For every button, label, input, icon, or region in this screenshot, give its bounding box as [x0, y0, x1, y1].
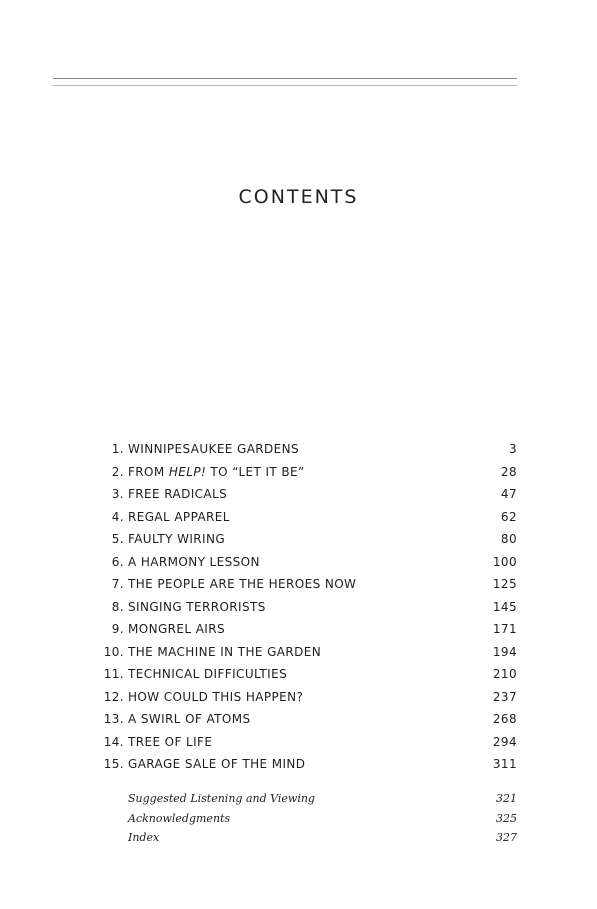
- chapter-number: 8.: [111, 599, 124, 614]
- chapter-page: 3: [508, 442, 517, 456]
- toc-entry[interactable]: [0, 465, 597, 487]
- chapter-page: 145: [492, 599, 517, 614]
- chapter-number: 1.: [111, 442, 124, 456]
- toc-entry[interactable]: [0, 712, 597, 734]
- chapter-title: FAULTY WIRING: [128, 532, 226, 546]
- toc-entry[interactable]: [0, 555, 597, 577]
- chapter-number: 6.: [111, 554, 124, 569]
- chapter-page: 194: [492, 644, 517, 659]
- chapter-number: 13.: [103, 712, 124, 726]
- chapter-title: THE PEOPLE ARE THE HEROES NOW: [128, 577, 357, 591]
- toc-entry[interactable]: [0, 735, 597, 757]
- toc-entry[interactable]: [0, 757, 597, 779]
- toc-entry[interactable]: [0, 600, 597, 622]
- chapter-title: A HARMONY LESSON: [128, 554, 260, 569]
- top-rule: [53, 78, 517, 79]
- chapter-title: FREE RADICALS: [128, 487, 228, 501]
- chapter-number: 5.: [111, 532, 124, 546]
- backmatter-title: Suggested Listening and Viewing: [128, 792, 315, 805]
- toc-entry[interactable]: [0, 622, 597, 644]
- chapter-page: 311: [492, 757, 517, 771]
- toc-entry[interactable]: [0, 667, 597, 689]
- chapter-page: 210: [492, 667, 517, 681]
- backmatter-entry[interactable]: [0, 812, 597, 830]
- chapter-title: A SWIRL OF ATOMS: [128, 712, 251, 726]
- chapter-title: SINGING TERRORISTS: [128, 599, 266, 614]
- chapter-number: 4.: [111, 509, 124, 524]
- chapter-number: 12.: [103, 689, 124, 704]
- backmatter-page: 321: [496, 792, 517, 805]
- toc-entry[interactable]: [0, 690, 597, 712]
- toc-entry[interactable]: [0, 645, 597, 667]
- backmatter-page: 325: [496, 811, 517, 825]
- chapter-page: 268: [492, 712, 517, 726]
- chapter-page: 237: [492, 689, 517, 704]
- chapter-title-part: FROM: [128, 464, 169, 479]
- chapter-number: 9.: [111, 622, 124, 636]
- toc-entry[interactable]: [0, 577, 597, 599]
- chapter-page: 171: [492, 622, 517, 636]
- chapter-title: HOW COULD THIS HAPPEN?: [128, 689, 304, 704]
- toc-entry[interactable]: [0, 442, 597, 464]
- backmatter-entry[interactable]: [0, 792, 597, 810]
- chapter-number: 11.: [103, 667, 124, 681]
- chapter-title: MONGREL AIRS: [128, 622, 225, 636]
- chapter-number: 7.: [111, 577, 124, 591]
- chapter-page: 294: [492, 734, 517, 749]
- chapter-title-italic: HELP!: [168, 464, 207, 479]
- chapter-page: 28: [500, 464, 517, 479]
- chapter-title: TECHNICAL DIFFICULTIES: [128, 667, 288, 681]
- top-rule-secondary: [53, 85, 517, 86]
- chapter-title: GARAGE SALE OF THE MIND: [128, 757, 306, 771]
- chapter-page: 62: [500, 509, 517, 524]
- chapter-number: 3.: [111, 487, 124, 501]
- backmatter-page: 327: [496, 831, 517, 844]
- chapter-number: 14.: [103, 734, 124, 749]
- chapter-title: [128, 465, 305, 479]
- toc-entry[interactable]: [0, 510, 597, 532]
- backmatter-entry[interactable]: [0, 831, 597, 849]
- chapter-title: TREE OF LIFE: [128, 734, 213, 749]
- chapter-title: REGAL APPAREL: [128, 509, 230, 524]
- chapter-number: 15.: [103, 757, 124, 771]
- toc-entry[interactable]: [0, 532, 597, 554]
- toc-entry[interactable]: [0, 487, 597, 509]
- backmatter-title: Index: [128, 831, 160, 844]
- chapter-page: 125: [492, 577, 517, 591]
- chapter-title-part: TO “LET IT BE”: [206, 464, 305, 479]
- chapter-title: THE MACHINE IN THE GARDEN: [128, 644, 322, 659]
- chapter-page: 80: [500, 532, 517, 546]
- chapter-number: 10.: [103, 644, 124, 659]
- chapter-page: 47: [500, 487, 517, 501]
- chapter-number: 2.: [111, 464, 124, 479]
- chapter-title: WINNIPESAUKEE GARDENS: [128, 442, 300, 456]
- backmatter-title: Acknowledgments: [128, 811, 231, 825]
- page-title: CONTENTS: [238, 186, 359, 208]
- chapter-page: 100: [492, 554, 517, 569]
